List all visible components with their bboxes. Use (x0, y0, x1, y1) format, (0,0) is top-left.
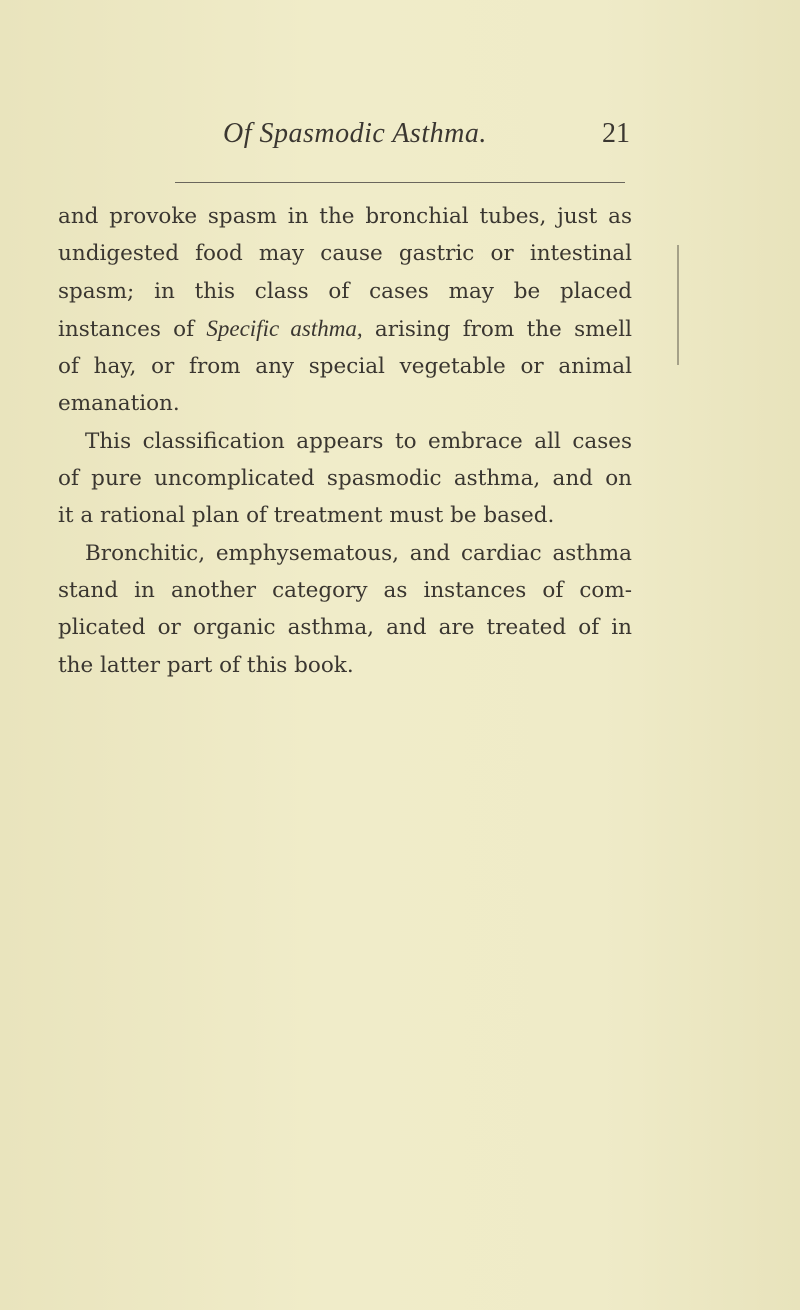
header-rule (175, 182, 625, 183)
paragraph-1 (58, 198, 632, 423)
text-line: This classification appears to embrace all cases (85, 428, 632, 454)
margin-mark (677, 245, 681, 365)
text-line: undigested food may cause gastric or intestinal (58, 241, 632, 267)
paragraph-3 (58, 535, 632, 684)
text-segment: instances of (58, 316, 207, 342)
text-line: spasm; in this class of cases may be placed (58, 278, 632, 304)
text-line: it a rational plan of treatment must be based. (58, 503, 555, 529)
text-line: Bronchitic, emphysematous, and cardiac asthma (85, 540, 632, 566)
text-line: stand in another category as instances of com- (58, 577, 632, 603)
text-line: plicated or organic asthma, and are treated of in (58, 615, 632, 641)
text-line: emanation. (58, 391, 180, 417)
page-number: 21 (602, 118, 630, 149)
text-line (58, 310, 632, 348)
body-text (58, 198, 632, 684)
text-segment: arising from the smell (362, 316, 632, 342)
text-line: the latter part of this book. (58, 652, 354, 678)
running-head (175, 118, 630, 158)
italic-term: Specific asthma, (206, 315, 363, 341)
paragraph-2 (58, 423, 632, 535)
running-title: Of Spasmodic Asthma. (223, 118, 487, 149)
text-line: of pure uncomplicated spasmodic asthma, and on (58, 466, 632, 492)
text-line: of hay, or from any special vegetable or animal (58, 354, 632, 380)
text-line: and provoke spasm in the bronchial tubes, just as (58, 204, 632, 229)
